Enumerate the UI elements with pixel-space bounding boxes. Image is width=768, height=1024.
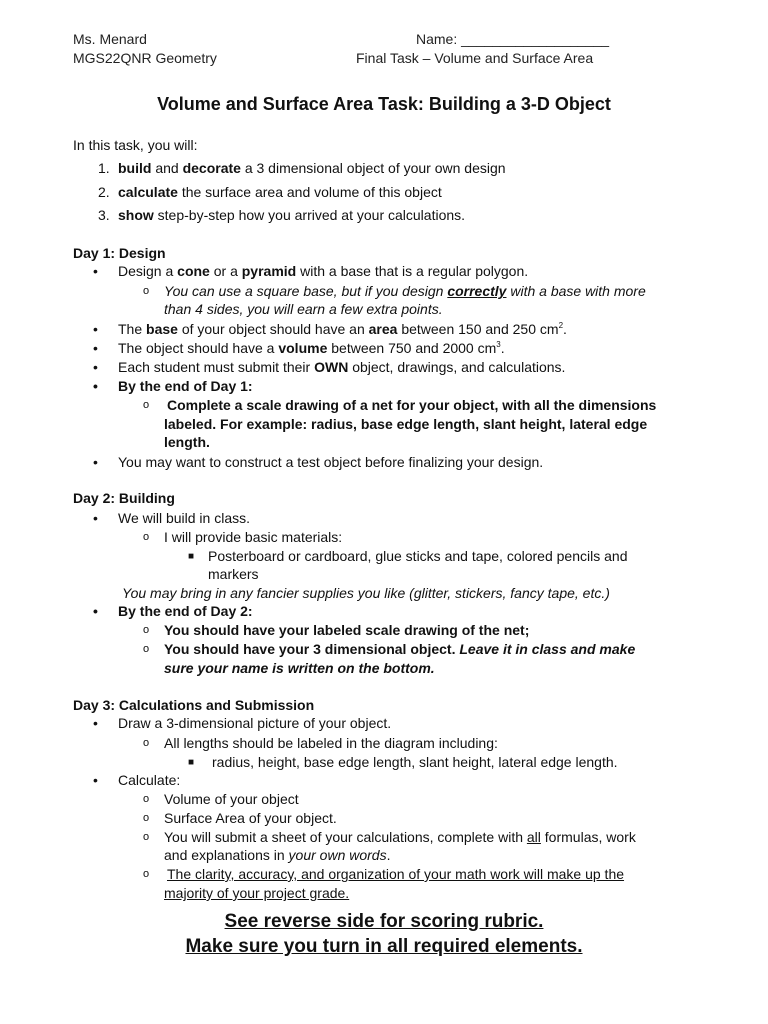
item-bold-2: decorate <box>182 160 241 176</box>
student-name-field: Name: ___________________ <box>416 31 610 47</box>
bold-text: You should have your 3 dimensional object. <box>164 641 460 657</box>
bullet-icon: • <box>93 263 98 279</box>
day1-heading: Day 1: Design <box>73 245 166 261</box>
day1-bullet-3 <box>118 340 505 357</box>
text: . <box>386 847 391 863</box>
item-number: 1. <box>98 160 110 176</box>
item-text <box>118 184 442 201</box>
bold-text: volume <box>278 340 328 356</box>
day2-square-1-line2: markers <box>208 566 259 582</box>
text: of your object should have an <box>177 321 369 337</box>
text: Design a <box>118 263 178 279</box>
day1-sub-2-line1: Complete a scale drawing of a net for your object, with all the dimensions <box>167 397 657 413</box>
bullet-icon: • <box>93 454 98 470</box>
day3-sub-4-line1 <box>164 829 636 846</box>
text: . <box>563 321 567 337</box>
footer-requirements-note: Make sure you turn in all required elements. <box>185 936 583 957</box>
circle-bullet-icon: o <box>143 643 150 655</box>
day2-bullet-1: We will build in class. <box>118 510 251 526</box>
bullet-icon: • <box>93 378 98 394</box>
item-text <box>118 207 465 224</box>
task-label: Final Task – Volume and Surface Area <box>356 50 594 66</box>
circle-bullet-icon: o <box>143 793 150 805</box>
bullet-icon: • <box>93 321 98 337</box>
day2-sub-2: You should have your labeled scale drawing of the net; <box>164 622 530 638</box>
circle-bullet-icon: o <box>143 399 150 411</box>
day3-heading: Day 3: Calculations and Submission <box>73 697 315 713</box>
text: between 750 and 2000 cm <box>327 340 497 356</box>
bold-text: area <box>368 321 398 337</box>
intro-item-1 <box>98 160 506 177</box>
day3-sub-3: Surface Area of your object. <box>164 810 337 826</box>
item-text-1: and <box>151 160 183 176</box>
text: between 150 and 250 cm <box>397 321 559 337</box>
item-text-1: the surface area and volume of this object <box>177 184 442 200</box>
intro-item-3 <box>98 207 466 224</box>
day2-sub-1: I will provide basic materials: <box>164 529 343 545</box>
day3-sub-5-line1: The clarity, accuracy, and organization of your math work will make up the <box>167 866 625 882</box>
day3-bullet-2: Calculate: <box>118 772 181 788</box>
day3-sub-5-line2: majority of your project grade. <box>164 885 350 901</box>
bold-text: pyramid <box>241 263 297 279</box>
item-text-2: a 3 dimensional object of your own design <box>240 160 506 176</box>
item-bold-1: show <box>118 207 154 223</box>
day1-bullet-4 <box>118 359 565 376</box>
day2-note: You may bring in any fancier supplies you like (glitter, stickers, fancy tape, etc.) <box>122 585 610 601</box>
bold-text: OWN <box>314 359 349 375</box>
day2-square-1-line1: Posterboard or cardboard, glue sticks and tape, colored pencils and <box>208 548 628 564</box>
italic-text: your own words <box>288 847 387 863</box>
day3-sub-4-line2 <box>164 847 390 864</box>
bullet-icon: • <box>93 340 98 356</box>
text: The object should have a <box>118 340 279 356</box>
bold-text: base <box>146 321 178 337</box>
square-bullet-icon: ■ <box>188 757 195 768</box>
day2-heading: Day 2: Building <box>73 490 175 506</box>
course-name: MGS22QNR Geometry <box>73 50 217 66</box>
circle-bullet-icon: o <box>143 624 150 636</box>
text: . <box>500 340 505 356</box>
day1-sub-2-line2: labeled. For example: radius, base edge length, slant height, lateral edge <box>164 416 648 432</box>
text: The <box>118 321 147 337</box>
day1-bullet-6: You may want to construct a test object before finalizing your design. <box>118 454 544 470</box>
item-bold-1: calculate <box>118 184 178 200</box>
day1-bullet-5: By the end of Day 1: <box>118 378 253 394</box>
item-text-1: step-by-step how you arrived at your calculations. <box>153 207 466 223</box>
text: or a <box>209 263 242 279</box>
underlined-text: all <box>526 829 541 845</box>
day3-sub-2: Volume of your object <box>164 791 299 807</box>
bold-text: cone <box>177 263 210 279</box>
text: You will submit a sheet of your calculations, complete with <box>164 829 527 845</box>
page-title: Volume and Surface Area Task: Building a 3-D Object <box>157 94 611 114</box>
bullet-icon: • <box>93 510 98 526</box>
day3-bullet-1: Draw a 3-dimensional picture of your object. <box>118 715 392 731</box>
day2-bullet-2: By the end of Day 2: <box>118 603 253 619</box>
circle-bullet-icon: o <box>143 531 150 543</box>
text: You can use a square base, but if you design <box>164 283 448 299</box>
day1-sub-1-line1 <box>164 283 646 300</box>
bold-italic-text: Leave it in class and make <box>459 641 636 657</box>
day1-bullet-1 <box>118 263 528 280</box>
day1-sub-2-line3: length. <box>164 434 210 450</box>
intro-lead: In this task, you will: <box>73 137 198 153</box>
superscript: 2 <box>558 321 564 330</box>
text: with a base with more <box>506 283 646 299</box>
item-bold-1: build <box>118 160 152 176</box>
bullet-icon: • <box>93 603 98 619</box>
superscript: 3 <box>496 340 501 349</box>
square-bullet-icon: ■ <box>188 551 195 562</box>
footer-rubric-note: See reverse side for scoring rubric. <box>224 911 544 932</box>
day2-sub-3-line1 <box>164 641 635 658</box>
day3-square-1: radius, height, base edge length, slant height, lateral edge length. <box>212 754 618 770</box>
item-number: 3. <box>98 207 110 223</box>
bullet-icon: • <box>93 772 98 788</box>
circle-bullet-icon: o <box>143 812 150 824</box>
teacher-name: Ms. Menard <box>73 31 147 47</box>
circle-bullet-icon: o <box>143 737 150 749</box>
text: formulas, work <box>540 829 636 845</box>
bullet-icon: • <box>93 715 98 731</box>
text: and explanations in <box>164 847 289 863</box>
item-text <box>118 160 506 177</box>
circle-bullet-icon: o <box>143 285 150 297</box>
item-number: 2. <box>98 184 110 200</box>
text: object, drawings, and calculations. <box>348 359 566 375</box>
circle-bullet-icon: o <box>143 868 150 880</box>
intro-item-2 <box>98 184 442 201</box>
text: with a base that is a regular polygon. <box>296 263 529 279</box>
day3-sub-1: All lengths should be labeled in the diagram including: <box>164 735 498 751</box>
bullet-icon: • <box>93 359 98 375</box>
day2-sub-3-line2: sure your name is written on the bottom. <box>164 660 435 676</box>
day1-sub-1-line2: than 4 sides, you will earn a few extra points. <box>164 301 443 317</box>
emphasis-text: correctly <box>447 283 507 299</box>
text: Each student must submit their <box>118 359 315 375</box>
day1-bullet-2 <box>118 321 567 338</box>
circle-bullet-icon: o <box>143 831 150 843</box>
